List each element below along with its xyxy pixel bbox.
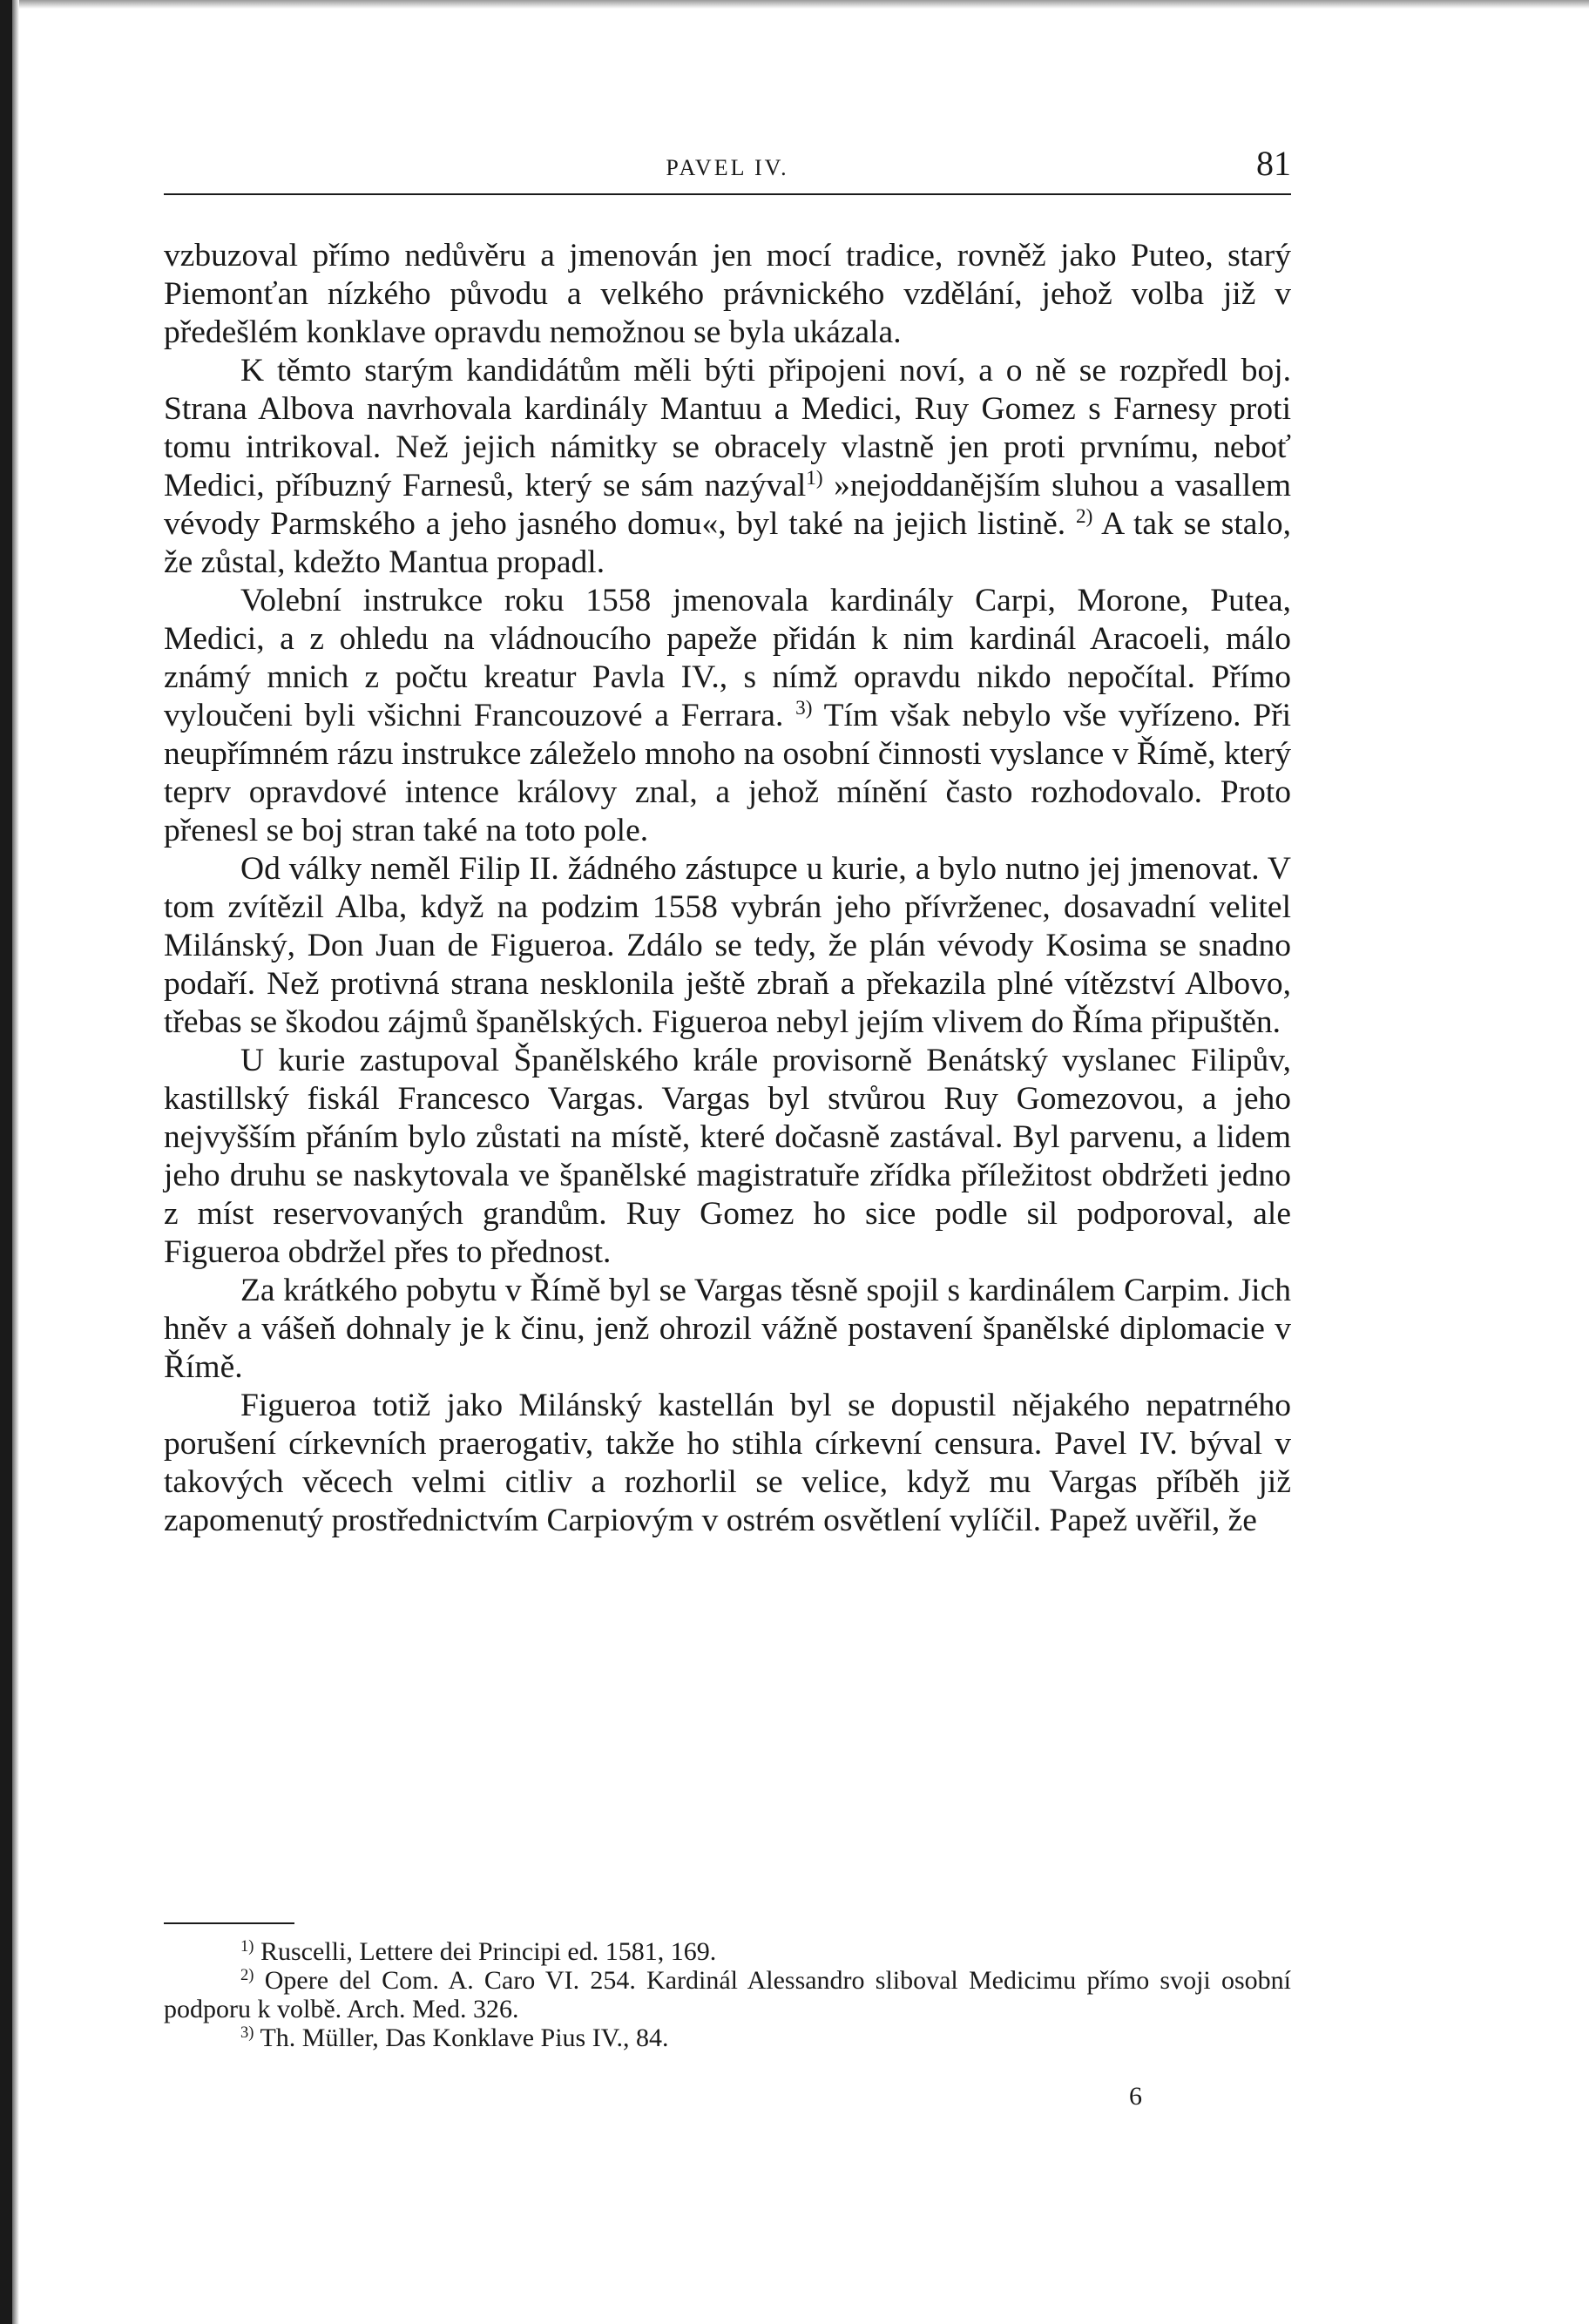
- footnote-1-text: Ruscelli, Lettere dei Principi ed. 1581, 169.: [260, 1937, 717, 1966]
- footnote-divider: [164, 1922, 294, 1924]
- footnote-3-text: Th. Müller, Das Konklave Pius IV., 84.: [260, 2023, 669, 2052]
- footnote-ref-1-paren: ): [815, 467, 823, 490]
- paragraph-7-text: Figueroa totiž jako Milánský kastellán byl se dopustil nějakého nepatrného porušení církevních praerogativ, takže ho stihla církevní censura. Pavel IV. býval v takových věcech velmi citliv a rozhorlil se velice, když mu Vargas příběh již zapomenutý prostřednictvím Carpiovým v ostrém osvětlení vylíčil. Papež uvěřil, že: [164, 1388, 1291, 1538]
- scan-edge-top: [0, 0, 1589, 9]
- footnotes: [164, 1937, 1291, 2052]
- footnote-1: [164, 1937, 1291, 1966]
- footnote-1-number: 1: [240, 1936, 249, 1956]
- paragraph-3: [164, 582, 1291, 850]
- paragraph-7: [164, 1387, 1291, 1540]
- footnote-ref-2: [1076, 505, 1092, 528]
- footnote-ref-3-paren: ): [805, 697, 813, 720]
- footnote-ref-3: [795, 697, 812, 719]
- paragraph-5-text: U kurie zastupoval Španělského krále provisorně Benátský vyslanec Filipův, kastillský fiskál Francesco Vargas. Vargas byl stvůrou Ruy Gomezovou, a jeho nejvyšším přáním bylo zůstati na místě, které dočasně zastával. Byl parvenu, a lidem jeho druhu se naskytovala ve španělské magistratuře zřídka příležitost obdržeti jedno z míst reservovaných grandům. Ruy Gomez ho sice podle sil podporoval, ale Figueroa obdržel přes to přednost.: [164, 1043, 1291, 1270]
- footnote-3-paren: ): [248, 2023, 254, 2042]
- paragraph-2: [164, 352, 1291, 582]
- footnote-1-paren: ): [248, 1936, 254, 1956]
- page-number: 81: [1256, 144, 1291, 183]
- paragraph-6-text: Za krátkého pobytu v Římě byl se Vargas těsně spojil s kardinálem Carpim. Jich hněv a vášeň dohnaly je k činu, jenž ohrozil vážně postavení španělské diplomacie v Římě.: [164, 1273, 1291, 1385]
- paragraph-5: [164, 1042, 1291, 1272]
- paragraph-3-end: Tím však nebylo vše vyřízeno. Při neupřímném rázu instrukce záleželo mnoho na osobní činnosti vyslance v Římě, který teprv opravdové intence královy znal, a jehož mínění často rozhodovalo. Proto přenesl se boj stran také na toto pole.: [164, 698, 1292, 848]
- footnote-2: [164, 1966, 1291, 2023]
- scan-edge-left: [0, 0, 12, 2324]
- running-title: PAVEL IV.: [666, 155, 789, 180]
- footnote-ref-3-number: 3: [795, 697, 806, 720]
- footnote-3-number: 3: [240, 2023, 249, 2042]
- paragraph-6: [164, 1272, 1291, 1387]
- footnote-3: [164, 2023, 1291, 2052]
- footnote-ref-2-number: 2: [1075, 505, 1086, 529]
- paragraph-2-text: K těmto starým kandidátům měli býti připojeni noví, a o ně se rozpředl boj. Strana Albova navrhovala kardinály Mantuu a Medici, Ruy Gomez s Farnesy proti tomu intrikoval. Než jejich námitky se obracely vlastně jen proti prvnímu, neboť Medici, příbuzný Farnesů, který se sám nazýval: [164, 353, 1291, 503]
- paragraph-2-cont: »nejoddanějším sluhou a vasallem vévody Parmského a jeho jasného domu«, byl také na jejich listině.: [164, 468, 1292, 542]
- paragraph-2-end: A tak se stalo, že zůstal, kdežto Mantua propadl.: [164, 506, 1291, 580]
- footnote-ref-2-paren: ): [1085, 505, 1093, 529]
- paragraph-3-text: Volební instrukce roku 1558 jmenovala kardinály Carpi, Morone, Putea, Medici, a z ohledu na vládnoucího papeže přidán k nim kardinál Aracoeli, málo známý mnich z počtu kreatur Pavla IV., s nímž opravdu nikdo nepočítal. Přímo vyloučeni byli všichni Francouzové a Ferrara.: [164, 583, 1291, 733]
- paragraph-1-text: vzbuzoval přímo nedůvěru a jmenován jen mocí tradice, rovněž jako Puteo, starý Piemonťan nízkého původu a velkého právnického vzdělání, jehož volba již v předešlém konklave opravdu nemožnou se byla ukázala.: [164, 238, 1291, 350]
- footnote-3-mark: [240, 2023, 254, 2042]
- footnote-2-mark: [240, 1966, 254, 1984]
- paragraph-1: [164, 237, 1291, 352]
- paragraph-4: [164, 850, 1291, 1042]
- footnote-2-paren: ): [248, 1965, 254, 1984]
- footnote-1-mark: [240, 1937, 254, 1956]
- body-text: [164, 237, 1291, 1540]
- footnote-ref-1: [806, 467, 822, 490]
- paragraph-4-text: Od války neměl Filip II. žádného zástupce u kurie, a bylo nutno jej jmenovat. V tom zvítězil Alba, když na podzim 1558 vybrán jeho přívrženec, dosavadní velitel Milánský, Don Juan de Figueroa. Zdálo se tedy, že plán vévody Kosima se snadno podaří. Než protivná strana nesklonila ještě zbraň a překazila plné vítězství Albovo, třebas se škodou zájmů španělských. Figueroa nebyl jejím vlivem do Říma připuštěn.: [164, 851, 1291, 1040]
- footnote-ref-1-number: 1: [806, 467, 816, 490]
- scan-edge-shadow: [12, 0, 19, 2324]
- printer-signature-mark: 6: [1129, 2082, 1142, 2111]
- page-header: [164, 139, 1291, 195]
- footnote-2-text: Opere del Com. A. Caro VI. 254. Kardinál Alessandro sliboval Medicimu přímo svoji osobní podporu k volbě. Arch. Med. 326.: [164, 1966, 1292, 2023]
- footnote-2-number: 2: [240, 1965, 249, 1984]
